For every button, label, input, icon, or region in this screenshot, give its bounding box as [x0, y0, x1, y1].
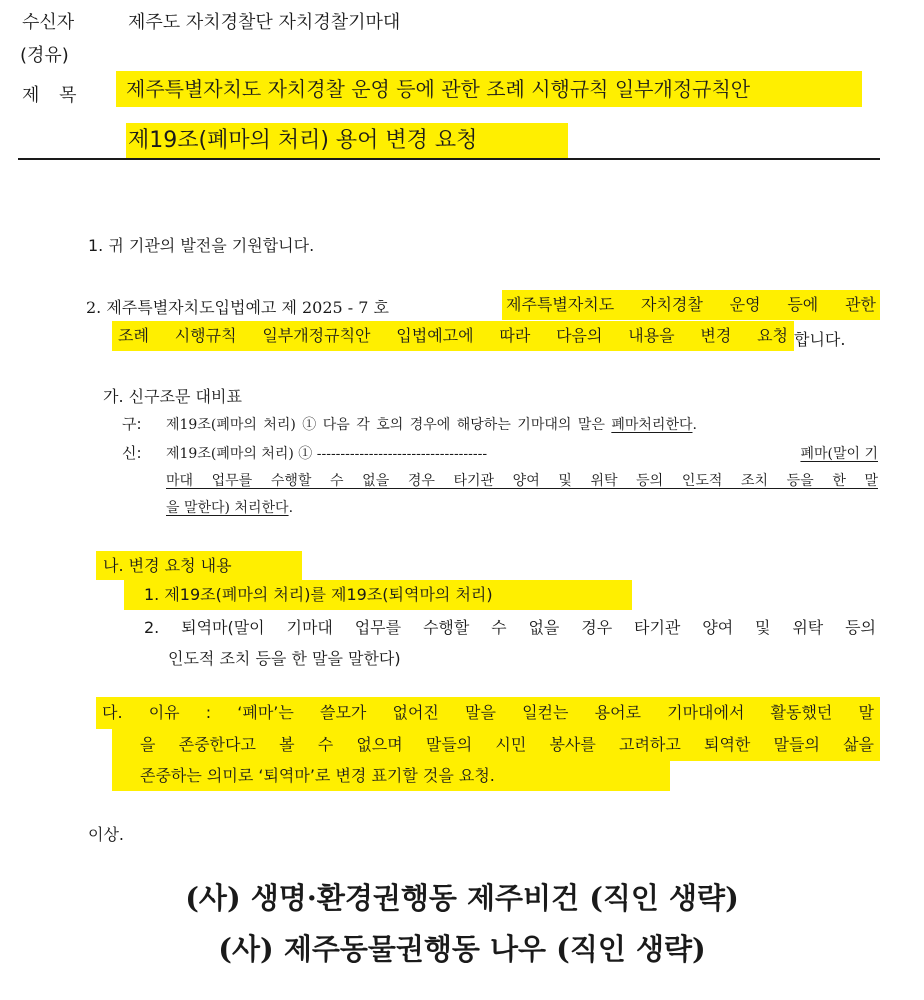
new-label: 신:: [122, 444, 142, 462]
new-article-line-3: [166, 497, 293, 517]
paragraph-2-highlight-2: 조례 시행규칙 일부개정규칙안 입법예고에 따라 다음의 내용을 변경 요청: [112, 321, 794, 351]
old-article-period: .: [692, 417, 697, 433]
new-article-line-2: 마대 업무를 수행할 수 없을 경우 타기관 양여 및 위탁 등의 인도적 조치 등을 한 말: [166, 473, 878, 489]
section-ga-title: 가. 신구조문 대비표: [103, 387, 242, 406]
subject-line-2: 제19조(폐마의 처리) 용어 변경 요청: [126, 123, 568, 159]
recipient-value: 제주도 자치경찰단 자치경찰기마대: [128, 12, 401, 33]
new-article-line-1: [166, 443, 878, 463]
paragraph-2-prefix: 2. 제주특별자치도입법예고 제 2025 - 7 호: [86, 298, 390, 317]
reason-line-1: 다. 이유 : ‘폐마’는 쓸모가 없어진 말을 일컫는 용어로 기마대에서 활동했던 말: [96, 697, 880, 729]
paragraph-2-highlight-1: 제주특별자치도 자치경찰 운영 등에 관한: [502, 290, 880, 320]
recipient-label: 수신자: [22, 12, 75, 33]
new-article-underlined-3: 을 말한다) 처리한다: [166, 500, 289, 516]
header-divider: [18, 158, 880, 160]
subject-line-1: 제주특별자치도 자치경찰 운영 등에 관한 조례 시행규칙 일부개정규칙안: [116, 71, 862, 107]
subject-label: 제 목: [22, 85, 77, 106]
signature-line-2: (사) 제주동물권행동 나우 (직인 생략): [218, 932, 706, 966]
signature-line-1: (사) 생명·환경권행동 제주비건 (직인 생략): [185, 881, 739, 915]
section-na-title: 나. 변경 요청 내용: [96, 551, 302, 580]
old-article-underlined: 폐마처리한다: [611, 417, 693, 433]
new-article-body: 제19조(폐마의 처리) ① ------------------------------------: [166, 446, 488, 462]
old-label: 구:: [122, 415, 142, 433]
new-article-period: .: [288, 500, 294, 516]
via-label: (경유): [20, 45, 69, 66]
reason-line-3: 존중하는 의미로 ‘퇴역마’로 변경 표기할 것을 요청.: [112, 761, 670, 791]
old-article-body: 제19조(폐마의 처리) ① 다음 각 호의 경우에 해당하는 기마대의 말은: [166, 417, 605, 433]
request-item-2-line-1: 2. 퇴역마(말이 기마대 업무를 수행할 수 없을 경우 타기관 양여 및 위탁 등의: [144, 618, 876, 637]
paragraph-1: 1. 귀 기관의 발전을 기원합니다.: [88, 236, 315, 255]
request-item-2-line-2: 인도적 조치 등을 한 말을 말한다): [168, 649, 401, 668]
new-article-underlined-1: 폐마(말이 기: [800, 446, 878, 462]
closing-text: 이상.: [88, 825, 124, 844]
old-article-text: [166, 414, 697, 434]
paragraph-2-tail: 합니다.: [794, 330, 846, 349]
request-item-1: 1. 제19조(폐마의 처리)를 제19조(퇴역마의 처리): [124, 580, 632, 610]
reason-line-2: 을 존중한다고 볼 수 없으며 말들의 시민 봉사를 고려하고 퇴역한 말들의 삶을: [112, 729, 880, 761]
